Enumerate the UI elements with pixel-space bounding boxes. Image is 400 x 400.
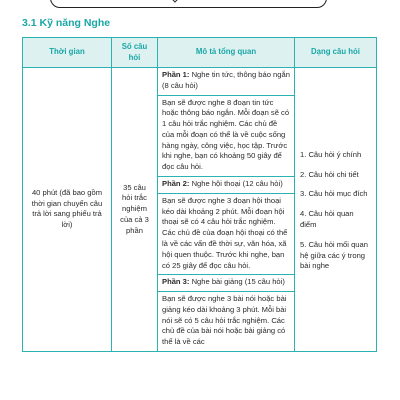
table-header-row: [23, 38, 377, 68]
question-type-item: 4. Câu hỏi quan điểm: [300, 209, 354, 229]
part-2-label: Phần 2:: [162, 179, 190, 189]
header-question-types: Dạng câu hỏi: [295, 38, 377, 68]
part-1-heading: [158, 68, 294, 96]
header-time: Thời gian: [23, 38, 112, 68]
header-questions: Số câu hỏi: [112, 38, 158, 68]
part-2-heading: [158, 177, 294, 194]
part-1-description: Bạn sẽ được nghe 8 đoạn tin tức hoặc thông báo ngắn. Mỗi đoạn sẽ có 1 câu hỏi trắc nghiệm. Các chủ đề của mỗi đoạn có thể là về cuộc sống hàng ngày, công việc, học tập. Trước khi nghe, bạn có khoảng 50 giây để đọc câu hỏi.: [158, 96, 294, 177]
part-3-title: Nghe bài giảng (15 câu hỏi): [191, 277, 285, 287]
question-types-cell: [295, 68, 377, 352]
part-2-title: Nghe hội thoại (12 câu hỏi): [191, 179, 283, 189]
question-type-item: 2. Câu hỏi chi tiết: [300, 169, 359, 179]
question-type-item: 1. Câu hỏi ý chính: [300, 149, 362, 159]
time-cell: 40 phút (đã bao gồm thời gian chuyển câu trả lời sang phiếu trả lời): [23, 68, 112, 352]
part-1-title: Nghe tin tức, thông báo ngắn (8 câu hỏi): [162, 70, 290, 90]
speech-bubble-tail: [169, 0, 180, 3]
overview-cell: [158, 68, 295, 352]
question-type-item: 3. Câu hỏi mục đích: [300, 189, 368, 199]
part-3-heading: [158, 275, 294, 292]
listening-overview-table: [22, 37, 377, 352]
table-row: [23, 68, 377, 352]
part-1-label: Phần 1:: [162, 70, 190, 79]
part-2-description: Bạn sẽ được nghe 3 đoạn hội thoại kéo dài khoảng 2 phút. Mỗi đoạn hội thoại sẽ có 4 câu hỏi trắc nghiệm. Các chủ đề của đoạn hội thoại có thể là về các vấn đề thời sự, văn hóa, xã hội quen thuộc. Trước khi nghe, bạn có 25 giây để đọc câu hỏi.: [158, 194, 294, 275]
header-overview: Mô tả tổng quan: [158, 38, 295, 68]
speech-bubble: [50, 0, 327, 8]
part-3-description: Bạn sẽ được nghe 3 bài nói hoặc bài giảng kéo dài khoảng 3 phút. Mỗi bài nói sẽ có 5 câu hỏi trắc nghiệm. Các chủ đề của bài nói hoặc bài giảng có thể là về các: [162, 294, 287, 347]
questions-cell: 35 câu hỏi trắc nghiệm của cả 3 phần: [112, 68, 158, 352]
question-type-item: 5. Câu hỏi mối quan hệ giữa các ý trong bài nghe: [300, 239, 368, 271]
part-3-label: Phần 3:: [162, 277, 190, 287]
section-title: 3.1 Kỹ năng Nghe: [22, 17, 111, 29]
